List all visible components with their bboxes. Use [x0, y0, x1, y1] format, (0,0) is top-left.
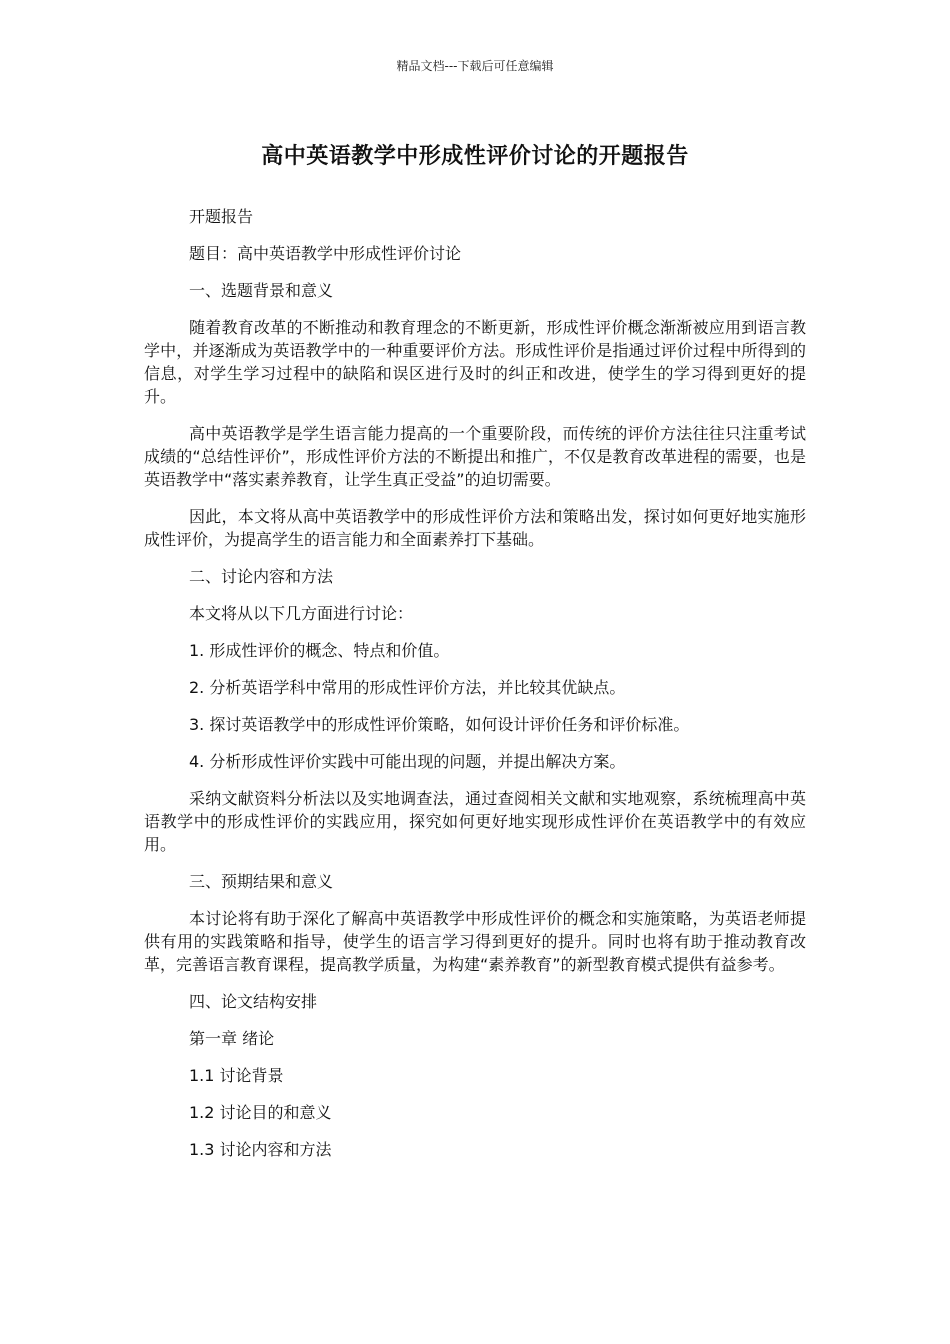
section-heading-2: 二、讨论内容和方法 [189, 567, 334, 586]
list-item: 1. 形成性评价的概念、特点和价值。 [189, 641, 450, 660]
paragraph-label: 开题报告 [189, 207, 254, 226]
paragraph: 高中英语教学是学生语言能力提高的一个重要阶段，而传统的评价方法往往只注重考试成绩的“总结性评价”，形成性评价方法的不断提出和推广，不仅是教育改革进程的需要，也是英语教学中“落实素养教育，让学生真正受益”的迫切需要。 [144, 424, 806, 489]
outline-item: 1.1 讨论背景 [189, 1066, 284, 1085]
page-header: 精品文档---下载后可任意编辑 [396, 59, 554, 73]
chapter-heading: 第一章 绪论 [189, 1029, 275, 1048]
document-title: 高中英语教学中形成性评价讨论的开题报告 [261, 144, 689, 169]
paragraph: 因此，本文将从高中英语教学中的形成性评价方法和策略出发，探讨如何更好地实施形成性评价，为提高学生的语言能力和全面素养打下基础。 [144, 507, 806, 549]
paragraph: 本讨论将有助于深化了解高中英语教学中形成性评价的概念和实施策略，为英语老师提供有用的实践策略和指导，使学生的语言学习得到更好的提升。同时也将有助于推动教育改革，完善语言教育课程，提高教学质量，为构建“素养教育”的新型教育模式提供有益参考。 [144, 909, 806, 974]
section-heading-3: 三、预期结果和意义 [189, 872, 334, 891]
paragraph-topic: 题目：高中英语教学中形成性评价讨论 [189, 244, 462, 263]
list-item: 2. 分析英语学科中常用的形成性评价方法，并比较其优缺点。 [189, 678, 626, 697]
section-heading-1: 一、选题背景和意义 [189, 281, 334, 300]
list-item: 4. 分析形成性评价实践中可能出现的问题，并提出解决方案。 [189, 752, 626, 771]
outline-item: 1.2 讨论目的和意义 [189, 1103, 332, 1122]
list-item: 3. 探讨英语教学中的形成性评价策略，如何设计评价任务和评价标准。 [189, 715, 690, 734]
outline-item: 1.3 讨论内容和方法 [189, 1140, 332, 1159]
paragraph: 采纳文献资料分析法以及实地调查法，通过查阅相关文献和实地观察，系统梳理高中英语教学中的形成性评价的实践应用，探究如何更好地实现形成性评价在英语教学中的有效应用。 [144, 789, 806, 854]
document-body [144, 205, 806, 1175]
paragraph: 随着教育改革的不断推动和教育理念的不断更新，形成性评价概念渐渐被应用到语言教学中，并逐渐成为英语教学中的一种重要评价方法。形成性评价是指通过评价过程中所得到的信息，对学生学习过程中的缺陷和误区进行及时的纠正和改进，使学生的学习得到更好的提升。 [144, 318, 806, 406]
paragraph: 本文将从以下几方面进行讨论： [189, 604, 414, 623]
section-heading-4: 四、论文结构安排 [189, 992, 318, 1011]
